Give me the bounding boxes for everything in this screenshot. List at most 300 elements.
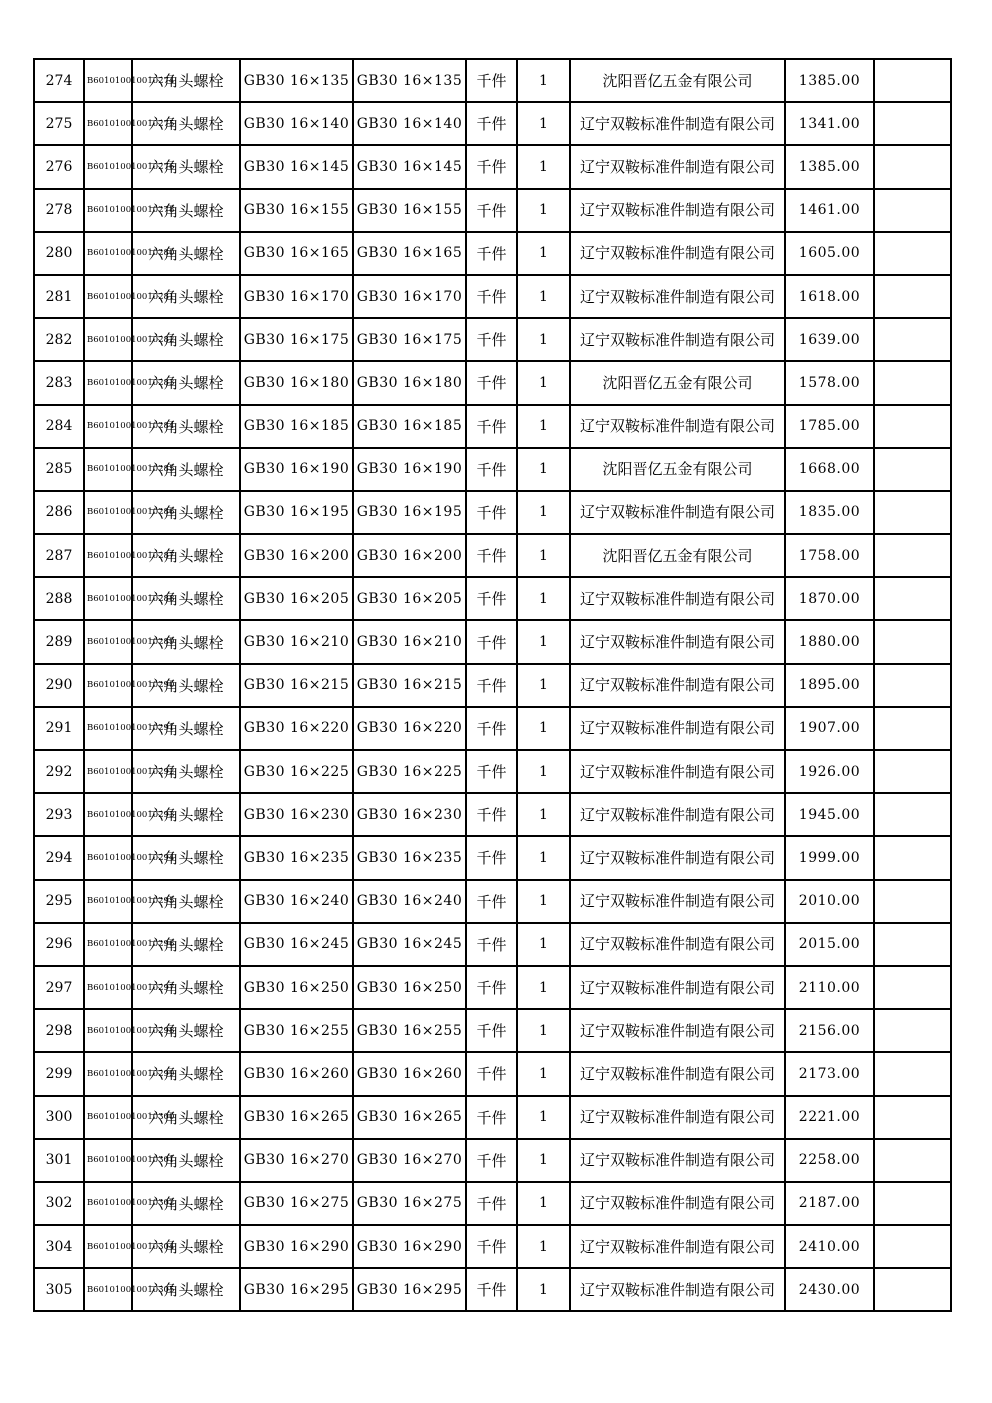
spec-standard: GB30 16×275: [353, 1182, 466, 1225]
spec-standard: GB30 16×245: [353, 923, 466, 966]
unit-price: 2221.00: [785, 1096, 874, 1139]
material-code: B601010010010276: [84, 145, 132, 188]
row-number: 280: [34, 232, 84, 275]
item-name: 六角头螺栓: [132, 275, 240, 318]
spec-model: GB30 16×165: [240, 232, 353, 275]
item-name: 六角头螺栓: [132, 1182, 240, 1225]
remark-cell: [874, 1009, 951, 1052]
table-row: [34, 534, 951, 577]
supplier-name: 辽宁双鞍标准件制造有限公司: [570, 577, 785, 620]
remark-cell: [874, 405, 951, 448]
spec-model: GB30 16×210: [240, 620, 353, 663]
unit-price: 2010.00: [785, 880, 874, 923]
remark-cell: [874, 59, 951, 102]
unit-cell: 千件: [466, 1096, 517, 1139]
remark-cell: [874, 577, 951, 620]
row-number: 294: [34, 836, 84, 879]
item-name: 六角头螺栓: [132, 966, 240, 1009]
table-row: [34, 145, 951, 188]
unit-price: 1578.00: [785, 361, 874, 404]
spec-model: GB30 16×260: [240, 1052, 353, 1095]
table-row: [34, 232, 951, 275]
item-name: 六角头螺栓: [132, 1009, 240, 1052]
item-name: 六角头螺栓: [132, 707, 240, 750]
supplier-name: 辽宁双鞍标准件制造有限公司: [570, 1182, 785, 1225]
spec-standard: GB30 16×230: [353, 793, 466, 836]
row-number: 282: [34, 318, 84, 361]
material-code: B601010010010278: [84, 189, 132, 232]
unit-cell: 千件: [466, 923, 517, 966]
spec-standard: GB30 16×135: [353, 59, 466, 102]
row-number: 304: [34, 1225, 84, 1268]
supplier-name: 辽宁双鞍标准件制造有限公司: [570, 1052, 785, 1095]
unit-price: 1835.00: [785, 491, 874, 534]
material-code: B601010010010299: [84, 1052, 132, 1095]
spec-standard: GB30 16×210: [353, 620, 466, 663]
item-name: 六角头螺栓: [132, 405, 240, 448]
spec-model: GB30 16×185: [240, 405, 353, 448]
spec-standard: GB30 16×165: [353, 232, 466, 275]
spec-model: GB30 16×265: [240, 1096, 353, 1139]
spec-standard: GB30 16×265: [353, 1096, 466, 1139]
remark-cell: [874, 966, 951, 1009]
table-row: [34, 750, 951, 793]
item-name: 六角头螺栓: [132, 145, 240, 188]
table-row: [34, 102, 951, 145]
spec-model: GB30 16×225: [240, 750, 353, 793]
item-name: 六角头螺栓: [132, 577, 240, 620]
remark-cell: [874, 750, 951, 793]
quantity-cell: 1: [517, 1009, 570, 1052]
quantity-cell: 1: [517, 707, 570, 750]
unit-cell: 千件: [466, 491, 517, 534]
row-number: 291: [34, 707, 84, 750]
material-code: B601010010010281: [84, 275, 132, 318]
remark-cell: [874, 534, 951, 577]
supplier-name: 辽宁双鞍标准件制造有限公司: [570, 1225, 785, 1268]
unit-cell: 千件: [466, 405, 517, 448]
table-row: [34, 1139, 951, 1182]
unit-cell: 千件: [466, 318, 517, 361]
unit-price: 1907.00: [785, 707, 874, 750]
spec-model: GB30 16×245: [240, 923, 353, 966]
remark-cell: [874, 1096, 951, 1139]
item-name: 六角头螺栓: [132, 923, 240, 966]
supplier-name: 辽宁双鞍标准件制造有限公司: [570, 880, 785, 923]
spec-standard: GB30 16×260: [353, 1052, 466, 1095]
unit-cell: 千件: [466, 145, 517, 188]
table-row: [34, 1268, 951, 1311]
item-name: 六角头螺栓: [132, 620, 240, 663]
item-name: 六角头螺栓: [132, 232, 240, 275]
material-code: B601010010010284: [84, 405, 132, 448]
spec-model: GB30 16×235: [240, 836, 353, 879]
unit-price: 1785.00: [785, 405, 874, 448]
material-code: B601010010010283: [84, 361, 132, 404]
unit-cell: 千件: [466, 102, 517, 145]
item-name: 六角头螺栓: [132, 361, 240, 404]
unit-cell: 千件: [466, 275, 517, 318]
quantity-cell: 1: [517, 275, 570, 318]
unit-cell: 千件: [466, 880, 517, 923]
supplier-name: 辽宁双鞍标准件制造有限公司: [570, 923, 785, 966]
quantity-cell: 1: [517, 793, 570, 836]
item-name: 六角头螺栓: [132, 664, 240, 707]
row-number: 275: [34, 102, 84, 145]
row-number: 298: [34, 1009, 84, 1052]
material-code: B601010010010289: [84, 620, 132, 663]
spec-model: GB30 16×190: [240, 448, 353, 491]
remark-cell: [874, 880, 951, 923]
supplier-name: 辽宁双鞍标准件制造有限公司: [570, 750, 785, 793]
remark-cell: [874, 189, 951, 232]
unit-cell: 千件: [466, 1225, 517, 1268]
supplier-name: 辽宁双鞍标准件制造有限公司: [570, 1268, 785, 1311]
table-row: [34, 275, 951, 318]
supplier-name: 辽宁双鞍标准件制造有限公司: [570, 707, 785, 750]
material-code: B601010010010295: [84, 880, 132, 923]
unit-price: 1461.00: [785, 189, 874, 232]
material-code: B601010010010296: [84, 923, 132, 966]
spec-model: GB30 16×180: [240, 361, 353, 404]
unit-cell: 千件: [466, 750, 517, 793]
unit-cell: 千件: [466, 1052, 517, 1095]
quantity-cell: 1: [517, 664, 570, 707]
quantity-cell: 1: [517, 1182, 570, 1225]
spec-standard: GB30 16×170: [353, 275, 466, 318]
quantity-cell: 1: [517, 923, 570, 966]
quantity-cell: 1: [517, 880, 570, 923]
spec-standard: GB30 16×220: [353, 707, 466, 750]
material-code: B601010010010287: [84, 534, 132, 577]
supplier-name: 沈阳晋亿五金有限公司: [570, 448, 785, 491]
table-row: [34, 318, 951, 361]
row-number: 281: [34, 275, 84, 318]
material-code: B601010010010285: [84, 448, 132, 491]
quantity-cell: 1: [517, 620, 570, 663]
supplier-name: 辽宁双鞍标准件制造有限公司: [570, 232, 785, 275]
spec-model: GB30 16×220: [240, 707, 353, 750]
row-number: 290: [34, 664, 84, 707]
unit-cell: 千件: [466, 620, 517, 663]
quantity-cell: 1: [517, 491, 570, 534]
quantity-cell: 1: [517, 318, 570, 361]
spec-standard: GB30 16×175: [353, 318, 466, 361]
item-name: 六角头螺栓: [132, 189, 240, 232]
remark-cell: [874, 923, 951, 966]
item-name: 六角头螺栓: [132, 1139, 240, 1182]
row-number: 292: [34, 750, 84, 793]
material-code: B601010010010301: [84, 1139, 132, 1182]
quantity-cell: 1: [517, 189, 570, 232]
unit-cell: 千件: [466, 793, 517, 836]
material-code: B601010010010300: [84, 1096, 132, 1139]
remark-cell: [874, 707, 951, 750]
spec-standard: GB30 16×235: [353, 836, 466, 879]
item-name: 六角头螺栓: [132, 491, 240, 534]
unit-price: 1618.00: [785, 275, 874, 318]
price-table: [33, 58, 952, 1312]
supplier-name: 辽宁双鞍标准件制造有限公司: [570, 102, 785, 145]
quantity-cell: 1: [517, 966, 570, 1009]
material-code: B601010010010282: [84, 318, 132, 361]
spec-model: GB30 16×275: [240, 1182, 353, 1225]
remark-cell: [874, 318, 951, 361]
spec-model: GB30 16×155: [240, 189, 353, 232]
spec-standard: GB30 16×190: [353, 448, 466, 491]
remark-cell: [874, 1052, 951, 1095]
unit-cell: 千件: [466, 1009, 517, 1052]
unit-price: 2410.00: [785, 1225, 874, 1268]
quantity-cell: 1: [517, 232, 570, 275]
table-row: [34, 361, 951, 404]
spec-model: GB30 16×290: [240, 1225, 353, 1268]
item-name: 六角头螺栓: [132, 318, 240, 361]
unit-price: 2187.00: [785, 1182, 874, 1225]
supplier-name: 辽宁双鞍标准件制造有限公司: [570, 1096, 785, 1139]
row-number: 293: [34, 793, 84, 836]
spec-standard: GB30 16×295: [353, 1268, 466, 1311]
material-code: B601010010010291: [84, 707, 132, 750]
spec-standard: GB30 16×215: [353, 664, 466, 707]
material-code: B601010010010294: [84, 836, 132, 879]
material-code: B601010010010293: [84, 793, 132, 836]
unit-price: 1605.00: [785, 232, 874, 275]
supplier-name: 辽宁双鞍标准件制造有限公司: [570, 664, 785, 707]
supplier-name: 沈阳晋亿五金有限公司: [570, 361, 785, 404]
row-number: 295: [34, 880, 84, 923]
unit-price: 1639.00: [785, 318, 874, 361]
material-code: B601010010010304: [84, 1225, 132, 1268]
quantity-cell: 1: [517, 750, 570, 793]
remark-cell: [874, 1268, 951, 1311]
unit-cell: 千件: [466, 534, 517, 577]
row-number: 284: [34, 405, 84, 448]
unit-price: 1341.00: [785, 102, 874, 145]
table-row: [34, 59, 951, 102]
row-number: 283: [34, 361, 84, 404]
item-name: 六角头螺栓: [132, 102, 240, 145]
remark-cell: [874, 1139, 951, 1182]
quantity-cell: 1: [517, 448, 570, 491]
table-row: [34, 448, 951, 491]
table-row: [34, 923, 951, 966]
item-name: 六角头螺栓: [132, 1225, 240, 1268]
supplier-name: 辽宁双鞍标准件制造有限公司: [570, 145, 785, 188]
table-row: [34, 577, 951, 620]
quantity-cell: 1: [517, 361, 570, 404]
unit-cell: 千件: [466, 361, 517, 404]
unit-price: 1385.00: [785, 59, 874, 102]
item-name: 六角头螺栓: [132, 750, 240, 793]
item-name: 六角头螺栓: [132, 534, 240, 577]
remark-cell: [874, 836, 951, 879]
unit-price: 1870.00: [785, 577, 874, 620]
remark-cell: [874, 145, 951, 188]
material-code: B601010010010305: [84, 1268, 132, 1311]
table-row: [34, 491, 951, 534]
quantity-cell: 1: [517, 1268, 570, 1311]
spec-model: GB30 16×255: [240, 1009, 353, 1052]
supplier-name: 辽宁双鞍标准件制造有限公司: [570, 318, 785, 361]
supplier-name: 辽宁双鞍标准件制造有限公司: [570, 189, 785, 232]
spec-standard: GB30 16×185: [353, 405, 466, 448]
supplier-name: 沈阳晋亿五金有限公司: [570, 59, 785, 102]
remark-cell: [874, 664, 951, 707]
spec-standard: GB30 16×240: [353, 880, 466, 923]
supplier-name: 辽宁双鞍标准件制造有限公司: [570, 275, 785, 318]
material-code: B601010010010302: [84, 1182, 132, 1225]
unit-cell: 千件: [466, 577, 517, 620]
unit-cell: 千件: [466, 448, 517, 491]
remark-cell: [874, 1225, 951, 1268]
supplier-name: 辽宁双鞍标准件制造有限公司: [570, 1009, 785, 1052]
unit-cell: 千件: [466, 1139, 517, 1182]
supplier-name: 辽宁双鞍标准件制造有限公司: [570, 620, 785, 663]
spec-standard: GB30 16×195: [353, 491, 466, 534]
remark-cell: [874, 448, 951, 491]
spec-model: GB30 16×240: [240, 880, 353, 923]
unit-price: 1385.00: [785, 145, 874, 188]
row-number: 274: [34, 59, 84, 102]
table-row: [34, 880, 951, 923]
unit-cell: 千件: [466, 1182, 517, 1225]
row-number: 285: [34, 448, 84, 491]
spec-standard: GB30 16×225: [353, 750, 466, 793]
spec-standard: GB30 16×290: [353, 1225, 466, 1268]
unit-cell: 千件: [466, 189, 517, 232]
unit-cell: 千件: [466, 59, 517, 102]
row-number: 297: [34, 966, 84, 1009]
spec-standard: GB30 16×155: [353, 189, 466, 232]
quantity-cell: 1: [517, 145, 570, 188]
spec-model: GB30 16×230: [240, 793, 353, 836]
spec-standard: GB30 16×255: [353, 1009, 466, 1052]
spec-model: GB30 16×295: [240, 1268, 353, 1311]
row-number: 300: [34, 1096, 84, 1139]
table-row: [34, 1052, 951, 1095]
unit-price: 1895.00: [785, 664, 874, 707]
table-row: [34, 189, 951, 232]
remark-cell: [874, 232, 951, 275]
material-code: B601010010010286: [84, 491, 132, 534]
supplier-name: 辽宁双鞍标准件制造有限公司: [570, 966, 785, 1009]
quantity-cell: 1: [517, 1225, 570, 1268]
quantity-cell: 1: [517, 1139, 570, 1182]
quantity-cell: 1: [517, 102, 570, 145]
supplier-name: 辽宁双鞍标准件制造有限公司: [570, 1139, 785, 1182]
row-number: 289: [34, 620, 84, 663]
material-code: B601010010010292: [84, 750, 132, 793]
item-name: 六角头螺栓: [132, 1052, 240, 1095]
table-row: [34, 966, 951, 1009]
quantity-cell: 1: [517, 1052, 570, 1095]
row-number: 296: [34, 923, 84, 966]
spec-model: GB30 16×170: [240, 275, 353, 318]
table-row: [34, 664, 951, 707]
row-number: 286: [34, 491, 84, 534]
row-number: 287: [34, 534, 84, 577]
material-code: B601010010010298: [84, 1009, 132, 1052]
unit-price: 1926.00: [785, 750, 874, 793]
unit-cell: 千件: [466, 232, 517, 275]
row-number: 276: [34, 145, 84, 188]
row-number: 288: [34, 577, 84, 620]
remark-cell: [874, 275, 951, 318]
spec-model: GB30 16×215: [240, 664, 353, 707]
unit-price: 2430.00: [785, 1268, 874, 1311]
material-code: B601010010010297: [84, 966, 132, 1009]
spec-standard: GB30 16×250: [353, 966, 466, 1009]
item-name: 六角头螺栓: [132, 793, 240, 836]
table-row: [34, 793, 951, 836]
unit-price: 1945.00: [785, 793, 874, 836]
supplier-name: 沈阳晋亿五金有限公司: [570, 534, 785, 577]
quantity-cell: 1: [517, 836, 570, 879]
unit-cell: 千件: [466, 836, 517, 879]
item-name: 六角头螺栓: [132, 1268, 240, 1311]
table-row: [34, 1182, 951, 1225]
quantity-cell: 1: [517, 405, 570, 448]
unit-price: 2258.00: [785, 1139, 874, 1182]
unit-price: 2110.00: [785, 966, 874, 1009]
table-body: [34, 59, 951, 1311]
spec-model: GB30 16×145: [240, 145, 353, 188]
item-name: 六角头螺栓: [132, 880, 240, 923]
spec-model: GB30 16×135: [240, 59, 353, 102]
spec-model: GB30 16×250: [240, 966, 353, 1009]
unit-cell: 千件: [466, 966, 517, 1009]
material-code: B601010010010274: [84, 59, 132, 102]
table-row: [34, 1225, 951, 1268]
unit-cell: 千件: [466, 664, 517, 707]
unit-cell: 千件: [466, 1268, 517, 1311]
table-row: [34, 405, 951, 448]
material-code: B601010010010280: [84, 232, 132, 275]
supplier-name: 辽宁双鞍标准件制造有限公司: [570, 793, 785, 836]
row-number: 299: [34, 1052, 84, 1095]
spec-standard: GB30 16×200: [353, 534, 466, 577]
unit-price: 2156.00: [785, 1009, 874, 1052]
remark-cell: [874, 491, 951, 534]
spec-standard: GB30 16×270: [353, 1139, 466, 1182]
remark-cell: [874, 1182, 951, 1225]
remark-cell: [874, 793, 951, 836]
row-number: 305: [34, 1268, 84, 1311]
spec-standard: GB30 16×205: [353, 577, 466, 620]
item-name: 六角头螺栓: [132, 448, 240, 491]
supplier-name: 辽宁双鞍标准件制造有限公司: [570, 836, 785, 879]
unit-price: 1999.00: [785, 836, 874, 879]
quantity-cell: 1: [517, 577, 570, 620]
spec-model: GB30 16×200: [240, 534, 353, 577]
quantity-cell: 1: [517, 534, 570, 577]
unit-price: 2173.00: [785, 1052, 874, 1095]
remark-cell: [874, 361, 951, 404]
material-code: B601010010010275: [84, 102, 132, 145]
spec-model: GB30 16×140: [240, 102, 353, 145]
table-row: [34, 707, 951, 750]
item-name: 六角头螺栓: [132, 1096, 240, 1139]
unit-cell: 千件: [466, 707, 517, 750]
material-code: B601010010010288: [84, 577, 132, 620]
spec-standard: GB30 16×180: [353, 361, 466, 404]
supplier-name: 辽宁双鞍标准件制造有限公司: [570, 405, 785, 448]
table-row: [34, 1096, 951, 1139]
table-row: [34, 1009, 951, 1052]
supplier-name: 辽宁双鞍标准件制造有限公司: [570, 491, 785, 534]
table-row: [34, 620, 951, 663]
